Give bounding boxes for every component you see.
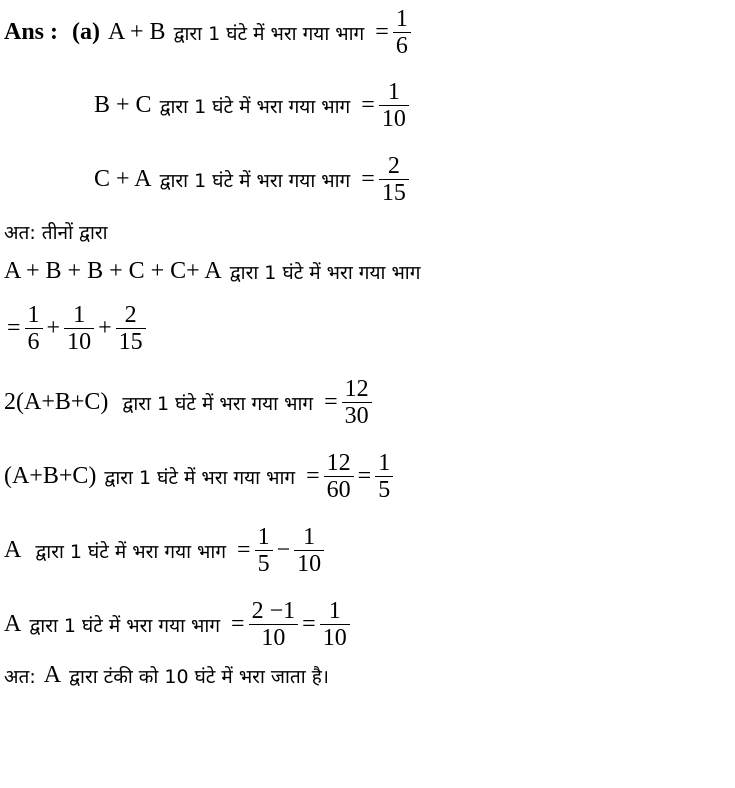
equals-sign: =	[302, 611, 316, 638]
numerator: 1	[257, 524, 270, 550]
lhs-expression: B + C	[94, 92, 152, 119]
hindi-text: द्वारा टंकी को 10 घंटे में भरा जाता है।	[69, 665, 330, 688]
numerator: 2	[124, 302, 137, 328]
fraction	[375, 450, 393, 503]
numerator: 1	[378, 450, 391, 476]
equals-sign: =	[237, 537, 251, 564]
fraction	[379, 153, 409, 206]
denominator: 6	[395, 33, 408, 60]
numerator: 1	[27, 302, 40, 328]
lhs-expression: A + B + B + C + C+ A	[4, 258, 222, 284]
hindi-prefix: अत:	[4, 665, 36, 688]
hindi-text: द्वारा 1 घंटे में भरा गया भाग	[159, 95, 351, 118]
equals-sign: =	[7, 315, 21, 342]
fraction	[324, 450, 354, 503]
fraction	[116, 302, 146, 355]
solution-line-7	[4, 376, 373, 429]
fraction	[393, 6, 411, 59]
denominator: 10	[322, 625, 347, 652]
denominator: 5	[257, 551, 270, 578]
equals-sign: =	[306, 463, 320, 490]
equals-sign: =	[324, 389, 338, 416]
fraction	[255, 524, 273, 577]
equals-sign: =	[357, 463, 372, 490]
hindi-text: द्वारा 1 घंटे में भरा गया भाग	[35, 540, 227, 563]
solution-line-1	[4, 6, 412, 59]
numerator: 1	[328, 598, 341, 624]
lhs-expression: (A+B+C)	[4, 463, 97, 490]
hindi-text: द्वारा 1 घंटे में भरा गया भाग	[29, 614, 221, 637]
fraction	[64, 302, 94, 355]
fraction	[320, 598, 350, 651]
minus-sign: −	[276, 537, 291, 564]
hindi-text: अत: तीनों द्वारा	[4, 222, 108, 244]
plus-sign: +	[46, 315, 61, 342]
fraction	[342, 376, 372, 429]
solution-line-4	[4, 219, 108, 245]
denominator: 10	[297, 551, 322, 578]
solution-line-10	[4, 598, 351, 651]
answer-label: Ans :	[4, 19, 59, 46]
equals-sign: =	[375, 19, 389, 46]
denominator: 6	[27, 329, 40, 356]
solution-line-9	[4, 524, 325, 577]
hindi-text: द्वारा 1 घंटे में भरा गया भाग	[229, 261, 421, 284]
denominator: 10	[381, 106, 406, 133]
numerator: 1	[73, 302, 86, 328]
denominator: 15	[118, 329, 143, 356]
numerator: 1	[387, 79, 400, 105]
numerator: 12	[344, 376, 369, 402]
numerator: 2 −1	[251, 598, 296, 624]
numerator: 1	[395, 6, 408, 32]
solution-line-6	[4, 302, 147, 355]
lhs-expression: 2(A+B+C)	[4, 389, 109, 416]
equals-sign: =	[361, 92, 375, 119]
fraction	[379, 79, 409, 132]
lhs-expression: A	[43, 662, 62, 688]
denominator: 60	[326, 477, 351, 504]
lhs-expression: C + A	[94, 166, 152, 193]
denominator: 10	[67, 329, 92, 356]
solution-line-2	[94, 79, 410, 132]
fraction	[25, 302, 43, 355]
solution-line-8	[4, 450, 394, 503]
denominator: 30	[344, 403, 369, 430]
denominator: 10	[261, 625, 286, 652]
hindi-text: द्वारा 1 घंटे में भरा गया भाग	[122, 392, 314, 415]
numerator: 1	[303, 524, 316, 550]
fraction	[249, 598, 299, 651]
numerator: 2	[387, 153, 400, 179]
solution-line-5	[4, 258, 420, 285]
fraction	[294, 524, 324, 577]
solution-line-11	[4, 662, 329, 689]
answer-option: (a)	[72, 19, 100, 46]
denominator: 5	[378, 477, 391, 504]
equals-sign: =	[361, 166, 375, 193]
plus-sign: +	[98, 315, 112, 342]
lhs-expression: A	[4, 611, 22, 638]
lhs-expression: A	[4, 537, 22, 564]
numerator: 12	[326, 450, 351, 476]
solution-line-3	[94, 153, 410, 206]
hindi-text: द्वारा 1 घंटे में भरा गया भाग	[173, 22, 365, 45]
lhs-expression: A + B	[108, 19, 166, 46]
equals-sign: =	[231, 611, 245, 638]
denominator: 15	[381, 180, 406, 207]
hindi-text: द्वारा 1 घंटे में भरा गया भाग	[159, 169, 351, 192]
hindi-text: द्वारा 1 घंटे में भरा गया भाग	[104, 466, 296, 489]
